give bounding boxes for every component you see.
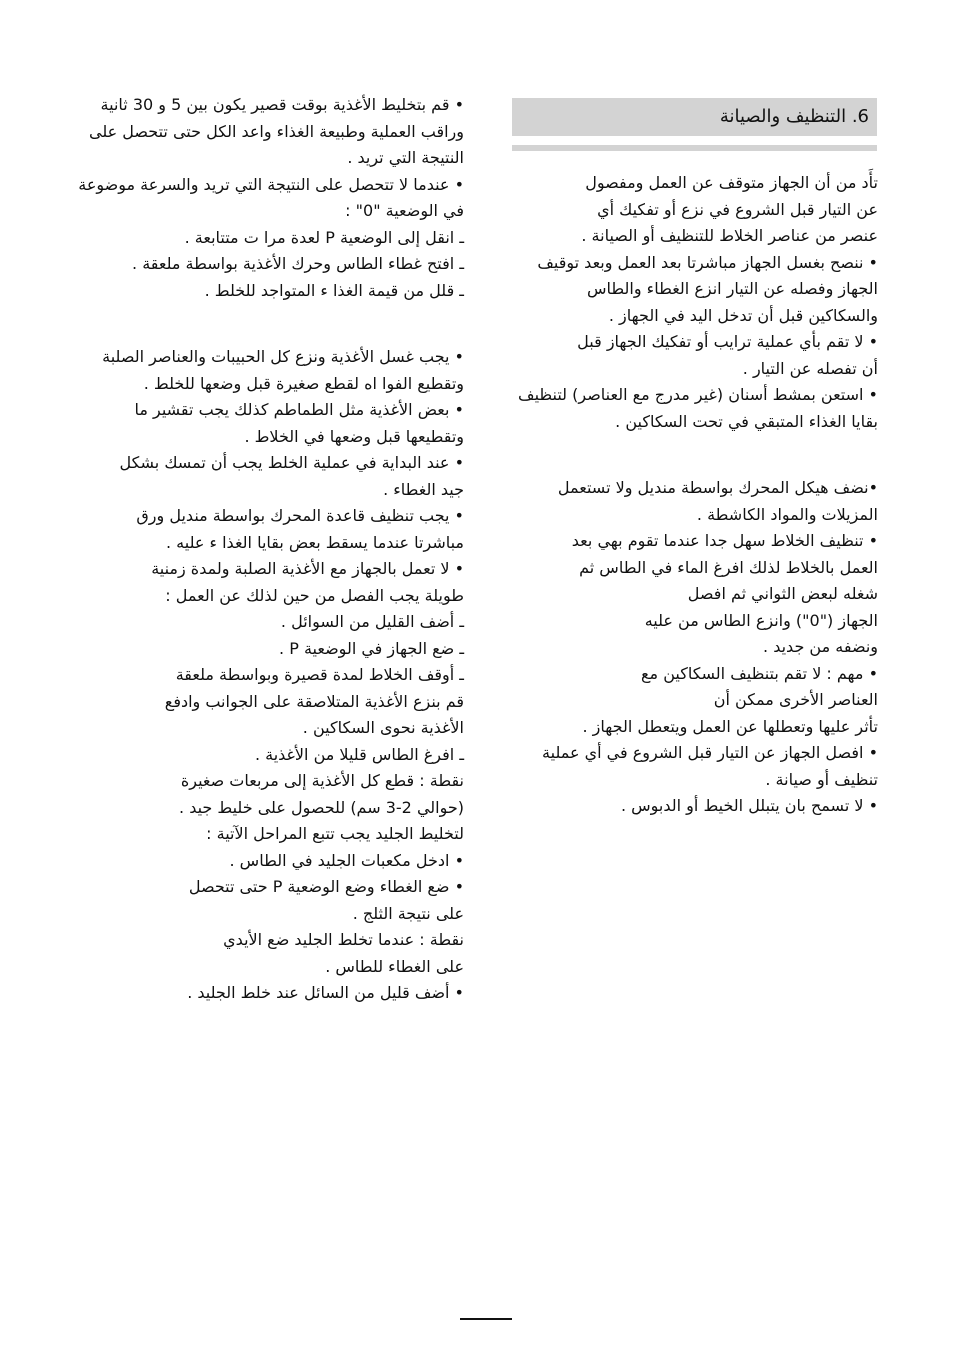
cleaning-line: العناصر الأخرى ممكن أن xyxy=(713,690,878,709)
cleaning-line: تنظيف أو صيانة . xyxy=(765,769,878,789)
cleaning-line: تأ‌َد من أن الجهاز متوقف عن العمل ومفصول xyxy=(585,173,878,192)
usage-line: • يجب غسل الأغذية ونزع كل الحبيبات والعناصر الصلبة xyxy=(102,347,464,366)
cleaning-line: شغله لبعض الثواني ثم افصل xyxy=(687,584,878,603)
usage-line: وتقطيعها قبل وضعها في الخلاط . xyxy=(244,426,464,446)
usage-line: • عندما لا تتحصل على النتيجة التي تريد والسرعة موضوعة xyxy=(78,174,464,194)
usage-line: • بعض الأغذية مثل الطماطم كذلك يجب تقشير ما xyxy=(134,400,464,419)
usage-line: ـ افتح غطاء الطاس وحرك الأغذية بواسطة ملعقة . xyxy=(132,254,464,273)
paragraph-gap xyxy=(20,320,464,328)
usage-line: على الغطاء للطاس . xyxy=(325,956,464,976)
cleaning-line: • افصل الجهاز عن التيار قبل الشروع في أي عملية xyxy=(542,743,878,762)
usage-line: قم بنزع الأغذية المتلاصقة على الجوانب وادفع xyxy=(164,691,464,711)
usage-line: • ادخل مكعبات الجليد في الطاس . xyxy=(229,850,464,870)
usage-line: ـ قلل من قيمة الغذا ء المتواجد للخلط . xyxy=(204,280,464,300)
usage-line: (حوالي 2-3 سم) للحصول على خليط جيد . xyxy=(179,797,464,817)
usage-line: ـ انقل إلى الوضعية P لعدة مرا ت متتابعة . xyxy=(184,227,464,247)
usage-line: ـ أضف القليل من السوائل . xyxy=(280,612,464,631)
cleaning-line: • مهم : لا تقم بتنظيف السكاكين مع xyxy=(641,663,878,683)
usage-line: ـ أوقف الخلاط لمدة قصيرة وبواسطة ملعقة xyxy=(175,665,464,684)
usage-line: نقطة : قطع كل الأغذية إلى مربعات صغيرة xyxy=(180,771,464,790)
cleaning-line: بقايا الغذاء المتبقي في تحت السكاكين . xyxy=(615,411,878,431)
paragraph-gap xyxy=(478,451,878,459)
usage-line: • عند البداية في عملية الخلط يجب أن تمسك بشكل xyxy=(119,453,464,472)
usage-tips-column xyxy=(20,92,464,1007)
cleaning-line: الجهاز وفصله عن التيار انزع الغطاء والطاس xyxy=(587,279,878,298)
usage-line: على نتيجة الثلج . xyxy=(352,903,464,923)
usage-line: • أضف قليل من السائل عند خلط الجليد . xyxy=(187,983,464,1002)
cleaning-column xyxy=(478,170,878,820)
usage-line: • قم بتخليط الأغذية بوقت قصير يكون بين 5 و 30 ثانية xyxy=(100,95,464,114)
usage-line: في الوضعية "0" : xyxy=(345,201,464,220)
cleaning-line: • لا تسمح بان يتبلل الخيط أو الدبوس . xyxy=(620,796,878,815)
cleaning-line: • تنظيف الخلاط سهل جدا عندما تقوم بهي بعد xyxy=(571,531,878,550)
usage-line: طويلة يجب الفصل من حين لذلك عن العمل : xyxy=(165,585,464,605)
usage-line: جيد الغطاء . xyxy=(383,479,464,499)
cleaning-line: ونضفه من جديد . xyxy=(763,637,878,656)
cleaning-line: عنصر من عناصر الخلاط للتنظيف أو الصيانة . xyxy=(581,226,878,245)
usage-line: الأغذية نحوى السكاكين . xyxy=(302,718,464,737)
cleaning-line: تأثر عليها وتعطلها عن العمل ويتعطل الجهاز . xyxy=(582,716,878,736)
page-footer-rule xyxy=(460,1318,512,1320)
cleaning-line: والسكاكين قبل أن تدخل اليد في الجهاز . xyxy=(608,305,878,325)
cleaning-line: • لا تقم بأي عملية تر‌ايب أو تفكيك الجهاز قبل xyxy=(577,332,878,351)
cleaning-line: • استعن بمشط أسنان (غير مدرج مع العناصر) لتنظيف xyxy=(518,385,878,404)
cleaning-line: أن تفصله عن التيار . xyxy=(742,358,878,378)
cleaning-line: المزيلات والمواد الكاشطة . xyxy=(696,504,878,524)
usage-line: • يجب تنظيف قاعدة المحرك بواسطة منديل ورق xyxy=(136,506,464,525)
usage-line: لتخليط الجليد يجب تتبع المراحل الآتية : xyxy=(206,824,464,843)
usage-line: وتقطيع الفوا ‌اه لقطع صغيرة قبل وضعها للخلط . xyxy=(143,373,464,393)
cleaning-line: • ننصح بغسل الجهاز مباشرتا بعد العمل وبعد توقيف xyxy=(537,252,878,272)
cleaning-line: الجهاز ("0") وانزع الطاس من عليه xyxy=(644,610,878,630)
usage-line: مباشرتا عندما يسقط بعض بقايا الغذا ء عليه . xyxy=(165,532,464,552)
usage-line: وراقب العملية وطبيعة الغذاء واعد الكل حتى تتحصل على xyxy=(89,121,464,141)
usage-line: النتيجة التي تريد . xyxy=(347,148,464,167)
cleaning-line: •نضف هيكل المحرك بواسطة منديل ولا تستعمل xyxy=(557,478,878,497)
usage-line: • ضع الغطاء وضع الوضعية P حتى تتحصل xyxy=(188,877,464,896)
usage-line: نقطة : عندما تخلط الجليد ضع الأيدي xyxy=(223,930,464,949)
cleaning-line: العمل بالخلاط لذلك افرغ الماء في الطاس ثم xyxy=(579,557,878,577)
section-heading: 6. التنظيف والصيانة xyxy=(512,98,877,136)
usage-line: ـ ضع الجهاز في الوضعية P . xyxy=(279,638,464,658)
cleaning-line: عن التيار قبل الشروع في نزع أو تفكيك أي xyxy=(597,199,878,219)
usage-line: ـ افرغ الطاس قليلا من الأغذية . xyxy=(254,744,464,764)
usage-line: • لا تعمل بالجهاز مع الأغذية الصلبة ولمدة زمنية xyxy=(151,559,464,578)
heading-underline xyxy=(512,145,877,151)
